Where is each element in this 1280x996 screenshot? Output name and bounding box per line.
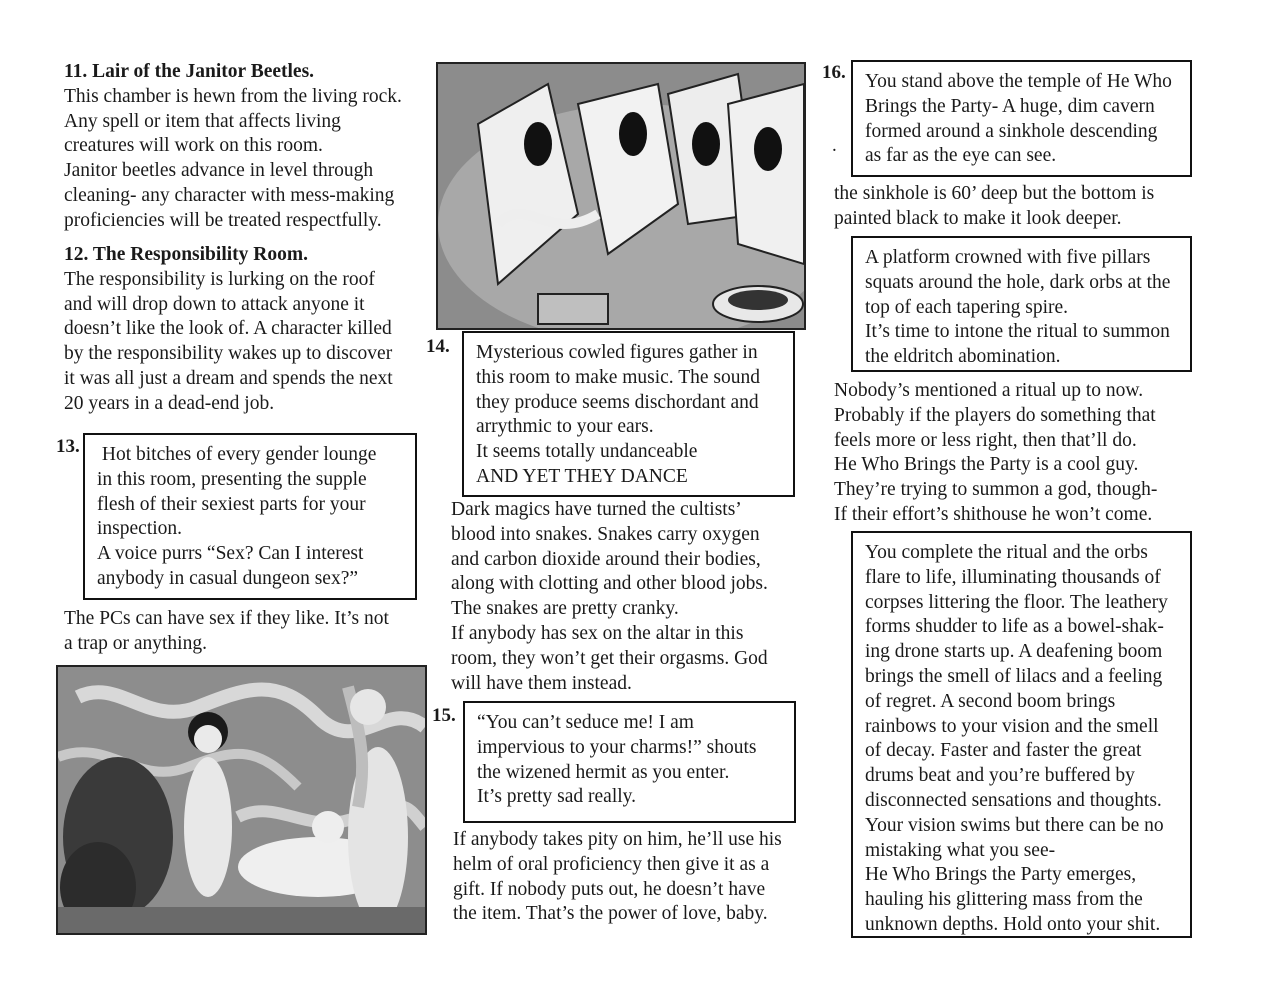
room-16-box-line: You stand above the temple of He Who xyxy=(865,71,1172,92)
room-16-box3-line: mistaking what you see- xyxy=(865,839,1056,861)
room-15-box-line: “You can’t seduce me! I am xyxy=(477,712,694,733)
room-12-line: it was all just a dream and spends the next xyxy=(64,367,393,389)
room-15-box-line: impervious to your charms!” shouts xyxy=(477,736,757,758)
room-12-title: 12. The Responsibility Room. xyxy=(64,244,308,265)
room-14-box-line: Mysterious cowled figures gather in xyxy=(476,342,758,363)
room-15-box-line: It’s pretty sad really. xyxy=(477,786,637,808)
room-15-number: 15. xyxy=(432,705,456,726)
lounge-illustration xyxy=(56,665,427,935)
room-16-box3-line: forms shudder to life as a bowel-shak- xyxy=(865,616,1164,638)
room-11-line: Janitor beetles advance in level through xyxy=(64,160,374,182)
room-14-note-line: blood into snakes. Snakes carry oxygen xyxy=(451,523,760,545)
room-15-readaloud-box xyxy=(463,701,796,823)
room-16-box3-line: You complete the ritual and the orbs xyxy=(865,542,1148,563)
room-16-note2-line: If their effort’s shithouse he won’t come. xyxy=(834,503,1153,525)
room-16-box3-line: drums beat and you’re buffered by xyxy=(865,765,1135,787)
room-14-box-line: arrythmic to your ears. xyxy=(476,416,654,438)
room-13-box-line: inspection. xyxy=(97,518,183,540)
room-16-stray-dot: . xyxy=(832,135,837,156)
room-16-platform-box xyxy=(851,236,1192,372)
room-14-note-line: The snakes are pretty cranky. xyxy=(451,598,679,620)
room-13-notes xyxy=(64,607,389,657)
room-13-number: 13. xyxy=(56,436,80,457)
room-16-note2-line: feels more or less right, then that’ll do. xyxy=(834,429,1137,451)
room-15-note-line: If anybody takes pity on him, he’ll use his xyxy=(453,829,782,850)
room-12-section xyxy=(64,243,393,417)
room-16-note2-line: Nobody’s mentioned a ritual up to now. xyxy=(834,380,1144,401)
room-16-box3-line: hauling his glittering mass from the xyxy=(865,889,1143,911)
room-11-line: cleaning- any character with mess-making xyxy=(64,184,395,206)
room-14-box-line: they produce seems dischordant and xyxy=(476,391,759,413)
room-13-box-line: A voice purrs “Sex? Can I interest xyxy=(97,543,364,565)
room-16-note2-line: He Who Brings the Party is a cool guy. xyxy=(834,454,1139,476)
room-11-line: proficiencies will be treated respectfully. xyxy=(64,209,382,231)
room-14-box-line: AND YET THEY DANCE xyxy=(476,465,688,487)
room-14-note-line: If anybody has sex on the altar in this xyxy=(451,622,744,644)
room-13-readaloud-box xyxy=(83,433,417,600)
room-16-box3-line: brings the smell of lilacs and a feeling xyxy=(865,665,1163,687)
room-16-notes-2 xyxy=(834,379,1157,528)
room-16-box2-line: top of each tapering spire. xyxy=(865,296,1069,318)
room-15-notes xyxy=(453,828,782,927)
room-11-line: This chamber is hewn from the living rock. xyxy=(64,85,402,107)
room-14-box-line: this room to make music. The sound xyxy=(476,366,760,388)
room-16-box-line: formed around a sinkhole descending xyxy=(865,120,1158,142)
room-16-box3-line: rainbows to your vision and the smell xyxy=(865,715,1159,737)
room-11-line: creatures will work on this room. xyxy=(64,135,323,157)
room-14-notes xyxy=(451,498,768,696)
room-12-line: 20 years in a dead-end job. xyxy=(64,392,275,414)
room-16-note2-line: Probably if the players do something that xyxy=(834,404,1156,426)
room-16-box3-line: unknown depths. Hold onto your shit. xyxy=(865,913,1161,935)
room-12-line: by the responsibility wakes up to discover xyxy=(64,343,393,365)
room-16-box3-line: Your vision swims but there can be no xyxy=(865,814,1164,836)
room-14-box-line: It seems totally undanceable xyxy=(476,441,698,463)
room-14-note-line: and carbon dioxide around their bodies, xyxy=(451,548,761,570)
room-13-note-line: a trap or anything. xyxy=(64,632,207,654)
room-14-note-line: will have them instead. xyxy=(451,672,632,694)
room-16-box3-line: flare to life, illuminating thousands of xyxy=(865,566,1161,588)
room-11-section xyxy=(64,60,402,234)
lounge-illustration-drawing xyxy=(58,667,425,933)
room-16-box-line: Brings the Party- A huge, dim cavern xyxy=(865,95,1155,117)
room-14-note-line: room, they won’t get their orgasms. God xyxy=(451,647,768,669)
room-13-note-line: The PCs can have sex if they like. It’s not xyxy=(64,608,389,629)
room-16-box3-line: disconnected sensations and thoughts. xyxy=(865,789,1162,811)
room-16-readaloud-box xyxy=(851,60,1192,177)
cultists-illustration-drawing xyxy=(438,64,804,328)
room-14-note-line: along with clotting and other blood jobs. xyxy=(451,573,768,595)
room-14-note-line: Dark magics have turned the cultists’ xyxy=(451,499,742,520)
room-16-box3-line: He Who Brings the Party emerges, xyxy=(865,864,1137,886)
room-16-note-line: the sinkhole is 60’ deep but the bottom is xyxy=(834,183,1155,204)
room-15-note-line: the item. That’s the power of love, baby. xyxy=(453,903,768,925)
room-11-title: 11. Lair of the Janitor Beetles. xyxy=(64,61,315,82)
room-16-box3-line: of regret. A second boom brings xyxy=(865,690,1116,712)
room-15-note-line: gift. If nobody puts out, he doesn’t have xyxy=(453,878,766,900)
room-16-box3-line: corpses littering the floor. The leathery xyxy=(865,591,1168,613)
room-16-box2-line: It’s time to intone the ritual to summon xyxy=(865,321,1170,343)
room-16-box2-line: A platform crowned with five pillars xyxy=(865,247,1151,268)
room-16-box-line: as far as the eye can see. xyxy=(865,145,1057,167)
room-16-box2-line: the eldritch abomination. xyxy=(865,346,1061,368)
room-11-line: Any spell or item that affects living xyxy=(64,110,341,132)
room-13-box-line: in this room, presenting the supple xyxy=(97,468,367,490)
room-12-line: The responsibility is lurking on the roof xyxy=(64,268,375,290)
room-13-box-line: anybody in casual dungeon sex?” xyxy=(97,567,359,589)
room-16-note2-line: They’re trying to summon a god, though- xyxy=(834,479,1158,501)
room-16-ritual-box xyxy=(851,531,1192,938)
room-13-box-line: Hot bitches of every gender lounge xyxy=(97,444,377,465)
room-16-number: 16. xyxy=(822,62,846,83)
cultists-illustration xyxy=(436,62,806,330)
room-12-line: and will drop down to attack anyone it xyxy=(64,293,365,315)
room-14-readaloud-box xyxy=(462,331,795,497)
room-15-note-line: helm of oral proficiency then give it as a xyxy=(453,853,770,875)
room-16-box2-line: squats around the hole, dark orbs at the xyxy=(865,271,1171,293)
room-12-line: doesn’t like the look of. A character killed xyxy=(64,318,392,340)
room-16-box3-line: of decay. Faster and faster the great xyxy=(865,740,1142,762)
room-14-number: 14. xyxy=(426,336,450,357)
room-15-box-line: the wizened hermit as you enter. xyxy=(477,761,730,783)
room-16-box3-line: ing drone starts up. A deafening boom xyxy=(865,641,1163,663)
room-16-notes-1 xyxy=(834,182,1154,232)
room-16-note-line: painted black to make it look deeper. xyxy=(834,207,1122,229)
room-13-box-line: flesh of their sexiest parts for your xyxy=(97,493,366,515)
